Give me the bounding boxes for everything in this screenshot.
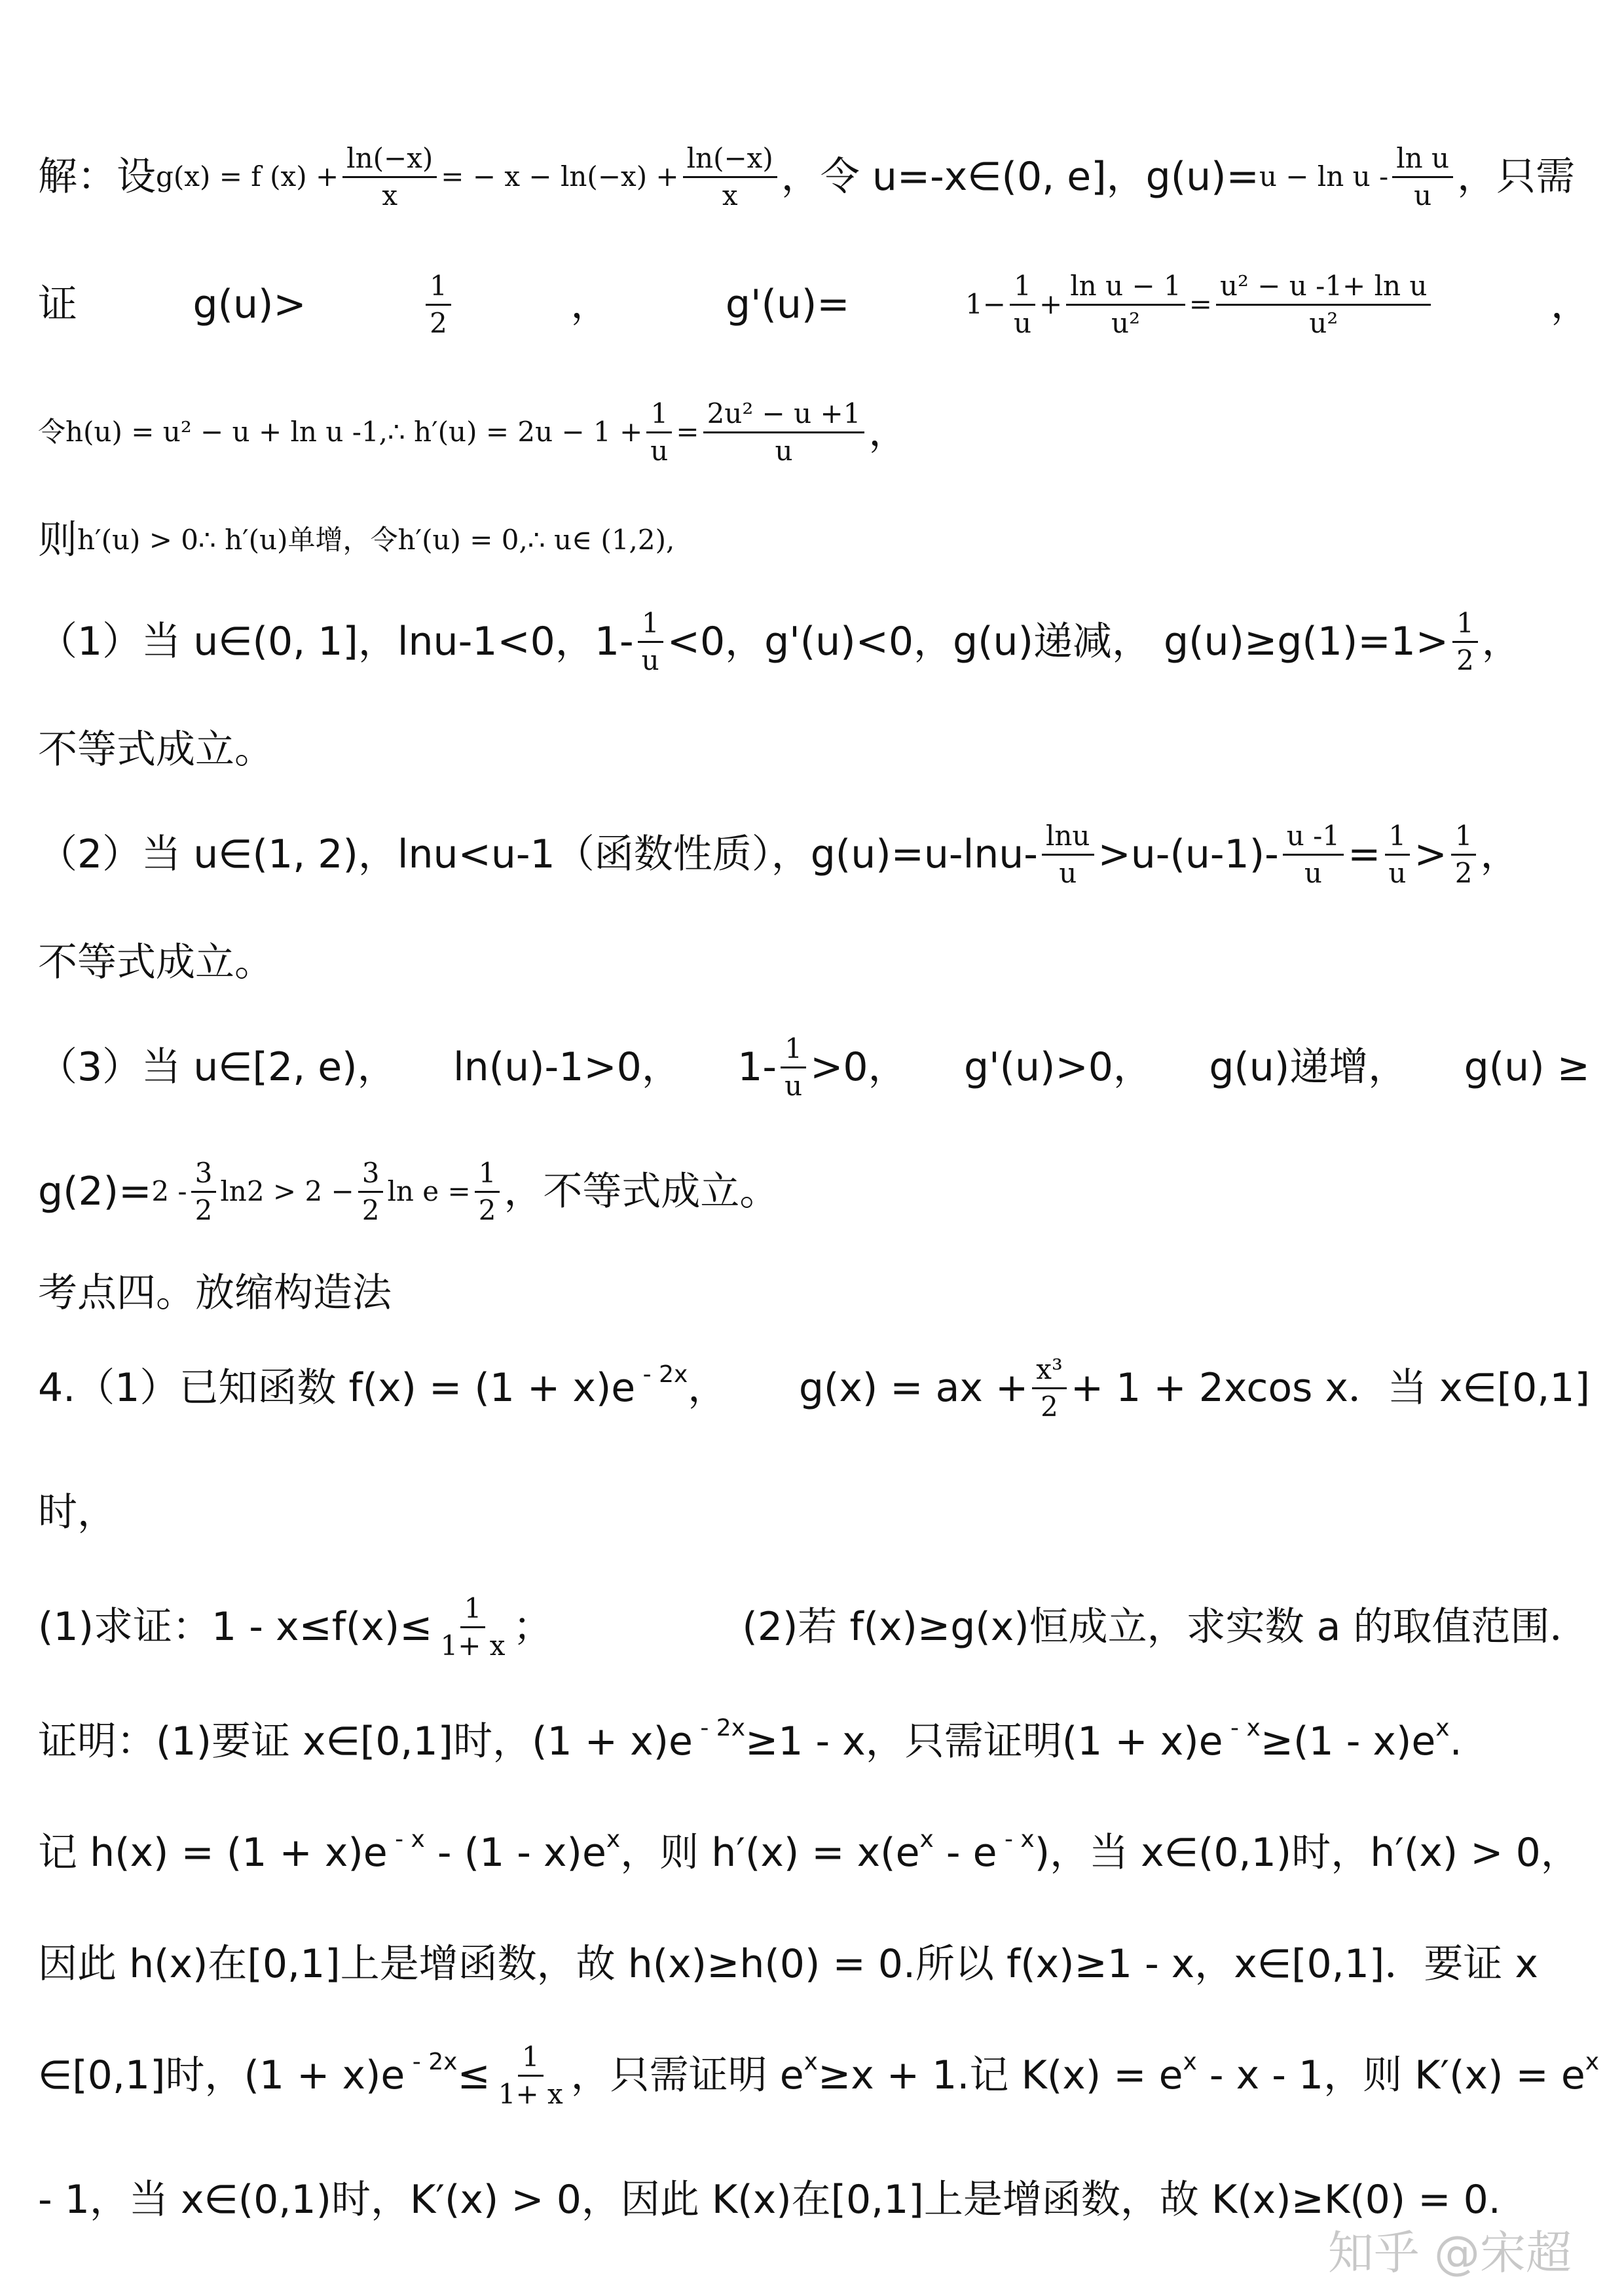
text: >	[1414, 831, 1447, 877]
text: g'(u)>0，	[964, 1044, 1153, 1090]
text: >u-(u-1)-	[1098, 831, 1279, 877]
denominator: 2	[194, 1194, 213, 1226]
text-group	[38, 1361, 728, 1411]
formula-gprime	[965, 269, 1435, 339]
numerator: 3	[191, 1159, 217, 1193]
denominator: u	[1013, 306, 1032, 339]
denominator: u²	[1309, 306, 1338, 339]
superscript: - x	[1223, 1715, 1261, 1742]
formula-text: =	[676, 416, 699, 448]
line-9	[38, 1015, 1590, 1120]
text: g'(u)=	[725, 282, 850, 327]
text-group	[38, 1715, 1462, 1764]
formula-h-def	[38, 397, 868, 467]
text: g(u)递增，	[1209, 1044, 1408, 1090]
numerator: 1	[518, 2043, 544, 2077]
formula-text: u − ln u -	[1259, 160, 1389, 192]
text: g(x) = ax +	[798, 1365, 1029, 1411]
superscript: - 2x	[405, 2049, 458, 2076]
text: g(u)>	[193, 282, 306, 327]
fraction	[1452, 606, 1478, 676]
formula-text: 令h(u) = u² − u + ln u -1,∴ h′(u) = 2u − 1 +	[38, 416, 643, 448]
numerator: lnu	[1042, 822, 1094, 856]
formula-text: ln e =	[387, 1175, 471, 1207]
superscript: x	[1183, 2049, 1197, 2076]
text: g(2)=	[38, 1169, 152, 1214]
denominator: u	[1059, 856, 1077, 889]
fraction	[638, 606, 663, 676]
text: ，	[688, 1365, 728, 1411]
line-11-heading	[38, 1257, 1590, 1329]
fraction	[358, 1156, 384, 1226]
text: (1)求证：1 - x≤f(x)≤	[38, 1604, 433, 1650]
text-group	[570, 2049, 1600, 2098]
text-group	[38, 1826, 1580, 1876]
text: （1）当 u∈(0, 1]，lnu-1<0，1-	[38, 619, 634, 665]
formula-text: ln2 > 2 −	[220, 1175, 354, 1207]
fraction	[191, 1156, 217, 1226]
fraction	[646, 397, 672, 467]
denominator: 2	[361, 1194, 380, 1226]
formula-text: =	[1189, 288, 1212, 320]
numerator: ln u − 1	[1066, 272, 1185, 306]
fraction	[1032, 1353, 1067, 1423]
formula-g2	[151, 1156, 471, 1226]
line-13	[38, 1460, 1590, 1565]
text: ，只需	[1457, 154, 1576, 200]
fraction	[475, 1156, 500, 1226]
text-group	[798, 1353, 1590, 1423]
text: >0，	[810, 1044, 908, 1090]
text: ，	[1480, 831, 1520, 877]
line-12	[38, 1336, 1590, 1440]
text: <0，g'(u)<0，g(u)递减， g(u)≥g(1)=1>	[667, 619, 1449, 665]
line-18	[38, 2023, 1600, 2128]
superscript: x	[919, 1826, 934, 1853]
fraction	[683, 141, 777, 211]
fraction	[1066, 269, 1185, 339]
fraction	[1216, 269, 1431, 339]
line-6	[38, 697, 1590, 802]
text: ；	[513, 1604, 553, 1650]
denominator: x	[382, 179, 398, 211]
fraction	[426, 269, 451, 339]
formula-text: = − x − ln(−x) +	[441, 160, 679, 192]
text: ≥(1 - x)e	[1260, 1719, 1436, 1764]
text: ，只需证明 e	[570, 2052, 804, 2098]
line-15	[38, 1689, 1590, 1794]
text: 时，	[38, 1489, 117, 1535]
fraction	[342, 141, 437, 211]
superscript: - x	[997, 1826, 1035, 1853]
text: ≥1 - x，只需证明(1 + x)e	[745, 1719, 1223, 1764]
numerator: ln(−x)	[683, 145, 777, 178]
text: 因此 h(x)在[0,1]上是增函数，故 h(x)≥h(0) = 0.所以 f(x)≥1 - x，x∈[0,1]．要证 x	[38, 1941, 1538, 1987]
text: ，令 u=-x∈(0, e]，g(u)=	[781, 154, 1259, 200]
line-17	[38, 1912, 1590, 2016]
numerator: 1	[1452, 610, 1478, 643]
formula-text: 1−	[965, 288, 1006, 320]
denominator: 2	[478, 1194, 496, 1226]
fraction	[1010, 269, 1035, 339]
text: 解：设	[38, 154, 156, 200]
text: 证明：(1)要证 x∈[0,1]时，(1 + x)e	[38, 1719, 693, 1764]
fraction	[781, 1032, 806, 1102]
numerator: 1	[460, 1595, 486, 1628]
line-8	[38, 910, 1590, 1015]
text: ≥x + 1.记 K(x) = e	[817, 2052, 1183, 2098]
numerator: u² − u -1+ ln u	[1216, 272, 1431, 306]
text: ln(u)-1>0，	[453, 1044, 681, 1090]
line-5	[38, 589, 1590, 694]
text: )，当 x∈(0,1)时，h′(x) > 0，	[1034, 1830, 1580, 1876]
fraction	[1384, 819, 1410, 889]
line-10	[38, 1139, 1590, 1244]
text: =	[1348, 831, 1381, 877]
line-7	[38, 802, 1590, 907]
line-4	[38, 488, 1590, 592]
denominator: 2	[1454, 856, 1473, 889]
denominator: u	[650, 434, 669, 467]
numerator: 2u² − u +1	[703, 400, 865, 433]
text-group	[737, 1032, 908, 1102]
formula-text: g(x) = f (x) +	[156, 160, 339, 192]
text: 记 h(x) = (1 + x)e	[38, 1830, 388, 1876]
section-heading: 考点四。放缩构造法	[38, 1270, 392, 1316]
fraction	[703, 397, 865, 467]
text: ，不等式成立。	[504, 1169, 779, 1214]
fraction	[1042, 819, 1094, 889]
text: ，	[868, 409, 908, 455]
text: （3）当 u∈[2, e)，	[38, 1044, 397, 1090]
fraction	[1392, 141, 1453, 211]
text: 不等式成立。	[38, 727, 274, 773]
denominator: u	[1414, 179, 1432, 211]
denominator: 2	[430, 306, 447, 339]
text: + 1 + 2xcos x．当 x∈[0,1]	[1070, 1365, 1590, 1411]
denominator: u	[784, 1069, 803, 1102]
formula-text: h′(u) > 0∴ h′(u)单增，令h′(u) = 0,∴ u∈ (1,2),	[77, 524, 675, 556]
numerator: 1	[1451, 822, 1477, 856]
numerator: 1	[1385, 822, 1411, 856]
formula-g-def	[156, 141, 781, 211]
numerator: 1	[646, 400, 672, 433]
text: 证	[38, 282, 77, 327]
line-14	[38, 1575, 1590, 1679]
numerator: ln u	[1392, 145, 1453, 178]
denominator: u	[775, 434, 793, 467]
superscript: - 2x	[635, 1361, 688, 1389]
fraction	[1451, 819, 1477, 889]
formula-text: 2 -	[151, 1175, 187, 1207]
numerator: 1	[475, 1159, 500, 1193]
line-2	[38, 252, 1590, 357]
denominator: u	[641, 644, 659, 676]
line-16	[38, 1800, 1590, 1905]
fraction	[1283, 819, 1344, 889]
numerator: 3	[358, 1159, 384, 1193]
formula-text: +	[1039, 288, 1063, 320]
superscript: x	[606, 1826, 621, 1853]
text: - x - 1，则 K′(x) = e	[1196, 2052, 1585, 2098]
numerator: u -1	[1283, 822, 1344, 856]
text: - 1，当 x∈(0,1)时，K′(x) > 0，因此 K(x)在[0,1]上是增函数，故 K(x)≥K(0) = 0.	[38, 2177, 1501, 2223]
superscript: x	[1585, 2049, 1600, 2076]
text: 不等式成立。	[38, 939, 274, 985]
denominator: u²	[1111, 306, 1140, 339]
text: ∈[0,1]时，(1 + x)e	[38, 2052, 405, 2098]
denominator: u	[1304, 856, 1322, 889]
numerator: 1	[1010, 272, 1035, 306]
line-1	[38, 124, 1590, 229]
formula-gu	[1259, 141, 1457, 211]
denominator: 1+ x	[498, 2077, 563, 2110]
numerator: x³	[1032, 1356, 1067, 1389]
text: (2)若 f(x)≥g(x)恒成立，求实数 a 的取值范围．	[742, 1604, 1589, 1650]
denominator: 2	[1456, 644, 1474, 676]
superscript: - x	[387, 1826, 425, 1853]
text: .	[1449, 1719, 1462, 1764]
numerator: 1	[781, 1035, 806, 1068]
denominator: u	[1388, 856, 1407, 889]
denominator: 2	[1041, 1390, 1058, 1423]
text: （2）当 u∈(1, 2)，lnu<u-1（函数性质），g(u)=u-lnu-	[38, 831, 1038, 877]
fraction	[494, 2040, 567, 2110]
numerator: 1	[638, 610, 663, 643]
fraction	[436, 1592, 509, 1662]
text: 4.（1）已知函数 f(x) = (1 + x)e	[38, 1365, 636, 1411]
numerator: ln(−x)	[342, 145, 437, 178]
denominator: 1+ x	[440, 1629, 506, 1662]
text: ≤	[457, 2052, 490, 2098]
numerator: 1	[426, 272, 451, 306]
text: ，	[1481, 619, 1521, 665]
text: ，	[570, 282, 610, 327]
line-3	[38, 380, 1590, 484]
watermark: 知乎 @宋超	[1327, 2226, 1572, 2280]
text: ，则 h′(x) = x(e	[620, 1830, 920, 1876]
text: ，	[1550, 282, 1590, 327]
superscript: - 2x	[692, 1715, 745, 1742]
denominator: x	[722, 179, 738, 211]
text: - (1 - x)e	[424, 1830, 606, 1876]
text: - e	[933, 1830, 997, 1876]
text: 1-	[737, 1044, 777, 1090]
text: g(u) ≥	[1464, 1044, 1590, 1090]
text: 则	[38, 517, 77, 563]
superscript: x	[1435, 1715, 1450, 1742]
superscript: x	[803, 2049, 818, 2076]
text-group	[38, 2049, 490, 2098]
